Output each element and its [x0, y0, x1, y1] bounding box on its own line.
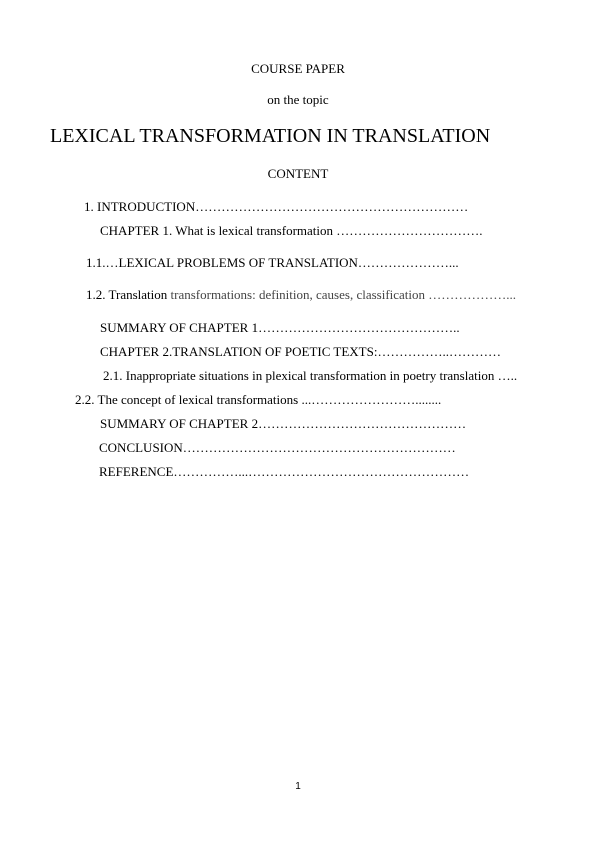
toc-entry-conclusion: CONCLUSION………………………………………………………	[99, 440, 456, 455]
contents-heading: CONTENT	[267, 166, 329, 181]
toc-entry-summary-2: SUMMARY OF CHAPTER 2…………………………………………	[100, 416, 467, 431]
toc-entry-introduction: 1. INTRODUCTION………………………………………………………	[84, 199, 469, 214]
toc-entry-1-2-part-a: 1.2. Translation	[86, 287, 171, 302]
document-title: LEXICAL TRANSFORMATION IN TRANSLATION	[50, 125, 491, 147]
toc-entry-1-2-part-b: transformations: definition, causes, classification ………………...	[170, 287, 517, 302]
toc-entry-1-1: 1.1.…LEXICAL PROBLEMS OF TRANSLATION…………………...	[86, 255, 459, 270]
page-number: 1	[295, 781, 301, 792]
toc-entry-chapter-2: CHAPTER 2.TRANSLATION OF POETIC TEXTS:……………..…………	[100, 344, 501, 359]
toc-entry-2-1: 2.1. Inappropriate situations in plexical transformation in poetry translation …..	[103, 368, 518, 383]
toc-entry-chapter-1: CHAPTER 1. What is lexical transformation …………………………….	[100, 223, 483, 238]
toc-entry-2-2: 2.2. The concept of lexical transformations ...……………………........	[75, 392, 442, 407]
document-subtitle: on the topic	[267, 92, 329, 107]
document-label: COURSE PAPER	[251, 61, 345, 76]
toc-entry-1-2	[86, 288, 516, 301]
toc-entry-summary-1: SUMMARY OF CHAPTER 1………………………………………..	[100, 320, 460, 335]
toc-entry-reference: REFERENCE……………...……………………………………………	[99, 464, 470, 479]
